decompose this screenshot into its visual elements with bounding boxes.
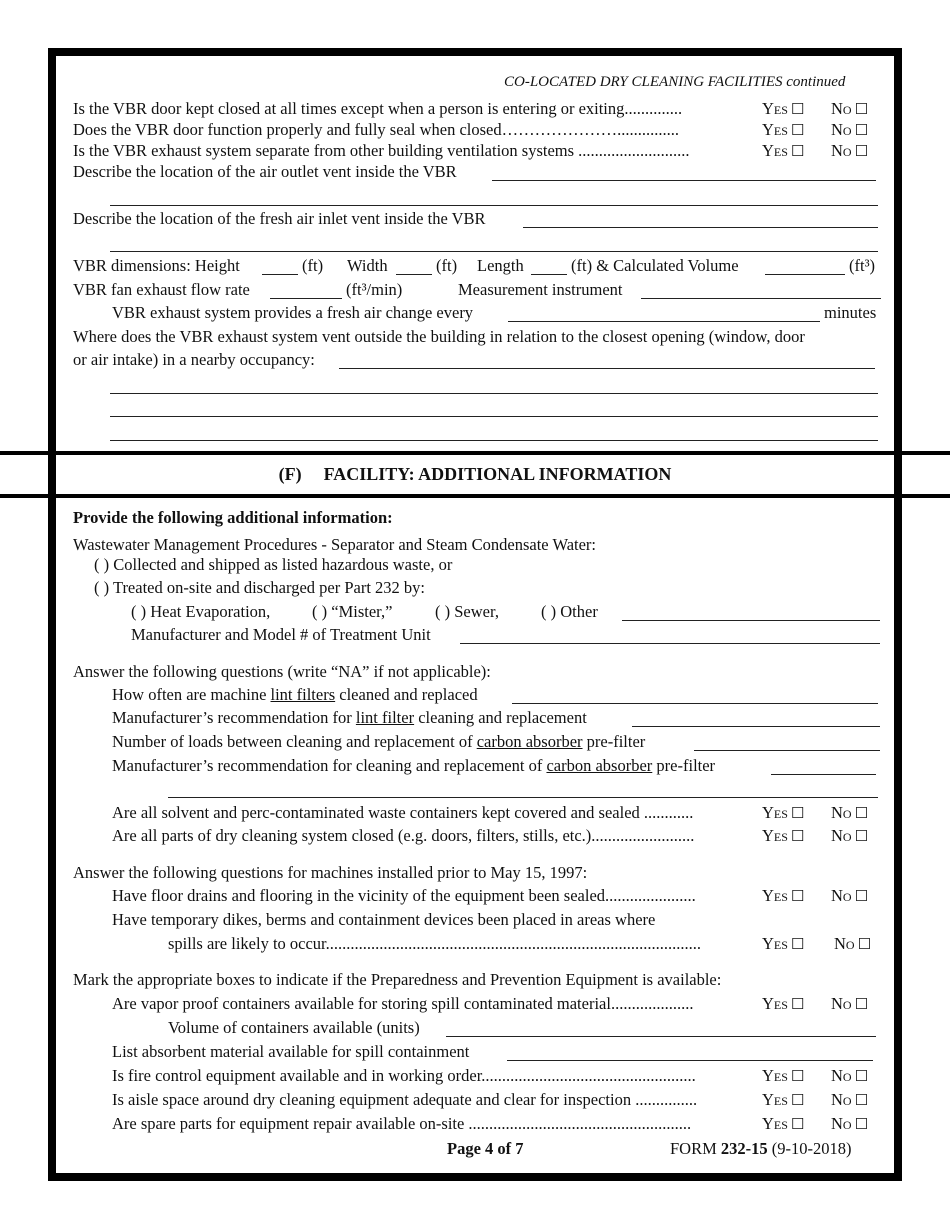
- vent-field[interactable]: [339, 368, 875, 369]
- lint-field[interactable]: [512, 703, 878, 704]
- wastewater-label: Wastewater Management Procedures - Separator and Steam Condensate Water:: [73, 535, 597, 554]
- option-other[interactable]: ( ) Other: [541, 602, 598, 621]
- carbon-recommendation-field[interactable]: [771, 774, 876, 775]
- checkbox-icon: ☐: [790, 995, 805, 1013]
- option-collected[interactable]: ( ) Collected and shipped as listed hazardous waste, or: [94, 555, 453, 574]
- vent-field-4[interactable]: [110, 440, 878, 441]
- option-heat-evaporation[interactable]: ( ) Heat Evaporation,: [131, 602, 271, 621]
- no-checkbox[interactable]: No ☐: [831, 141, 869, 160]
- absorbent-label: List absorbent material available for spill containment: [112, 1042, 470, 1061]
- checkbox-icon: ☐: [857, 935, 872, 953]
- no-checkbox[interactable]: No ☐: [831, 99, 869, 118]
- no-checkbox[interactable]: No ☐: [831, 1090, 869, 1109]
- q-spare-parts: Are spare parts for equipment repair available on-site ......................................................: [112, 1114, 692, 1133]
- q-vapor-containers: Are vapor proof containers available for storing spill contaminated material....................: [112, 994, 694, 1013]
- q-fire-control: Is fire control equipment available and in working order....................................................: [112, 1066, 696, 1085]
- checkbox-icon: ☐: [790, 887, 805, 905]
- checkbox-icon: ☐: [854, 804, 869, 822]
- checkbox-icon: ☐: [790, 827, 805, 845]
- page-number: Page 4 of 7: [447, 1139, 524, 1158]
- volume-containers-field[interactable]: [446, 1036, 876, 1037]
- yes-checkbox[interactable]: Yes ☐: [762, 99, 805, 118]
- no-checkbox[interactable]: No ☐: [834, 934, 872, 953]
- lint-question: How often are machine lint filters cleaned and replaced: [112, 685, 478, 704]
- yes-checkbox[interactable]: Yes ☐: [762, 826, 805, 845]
- fresh-air-label: VBR exhaust system provides a fresh air change every: [112, 303, 474, 322]
- q-dikes: Have temporary dikes, berms and containment devices been placed in areas where: [112, 910, 656, 929]
- q-door-closed: Is the VBR door kept closed at all times except when a person is entering or exiting..............: [73, 99, 683, 118]
- dimensions-label: VBR dimensions: Height: [73, 256, 240, 275]
- checkbox-icon: ☐: [854, 827, 869, 845]
- option-treated[interactable]: ( ) Treated on-site and discharged per Part 232 by:: [94, 578, 425, 597]
- instrument-field[interactable]: [641, 298, 881, 299]
- unit-ft: (ft): [302, 256, 324, 275]
- no-checkbox[interactable]: No ☐: [831, 1114, 869, 1133]
- unit-ft3-min: (ft³/min): [346, 280, 403, 299]
- volume-label: Volume of containers available (units): [168, 1018, 420, 1037]
- yes-checkbox[interactable]: Yes ☐: [762, 1114, 805, 1133]
- vent-question-2: or air intake) in a nearby occupancy:: [73, 350, 315, 369]
- checkbox-icon: ☐: [790, 100, 805, 118]
- checkbox-icon: ☐: [790, 1115, 805, 1133]
- fan-flow-field[interactable]: [270, 298, 342, 299]
- vent-field-2[interactable]: [110, 393, 878, 394]
- unit-ft: (ft): [436, 256, 458, 275]
- minutes-label: minutes: [824, 303, 877, 322]
- additional-heading: Provide the following additional information:: [73, 508, 393, 527]
- no-checkbox[interactable]: No ☐: [831, 803, 869, 822]
- yes-checkbox[interactable]: Yes ☐: [762, 994, 805, 1013]
- q-exhaust-separate: Is the VBR exhaust system separate from other building ventilation systems ...........................: [73, 141, 690, 160]
- instrument-label: Measurement instrument: [458, 280, 623, 299]
- q-door-seal: Does the VBR door function properly and fully seal when closed…………………...............: [73, 120, 679, 139]
- lint-recommendation-question: Manufacturer’s recommendation for lint filter cleaning and replacement: [112, 708, 587, 727]
- option-sewer[interactable]: ( ) Sewer,: [435, 602, 499, 621]
- vent-field-3[interactable]: [110, 416, 878, 417]
- checkbox-icon: ☐: [854, 100, 869, 118]
- q-containers-covered: Are all solvent and perc-contaminated waste containers kept covered and sealed ............: [112, 803, 694, 822]
- yes-checkbox[interactable]: Yes ☐: [762, 1090, 805, 1109]
- fan-flow-label: VBR fan exhaust flow rate: [73, 280, 250, 299]
- form-number: FORM 232-15 (9-10-2018): [670, 1139, 852, 1158]
- width-field[interactable]: [396, 274, 432, 275]
- loads-question: Number of loads between cleaning and replacement of carbon absorber pre-filter: [112, 732, 646, 751]
- fresh-air-field[interactable]: [508, 321, 820, 322]
- checkbox-icon: ☐: [854, 995, 869, 1013]
- outlet-label: Describe the location of the air outlet vent inside the VBR: [73, 162, 457, 181]
- inlet-label: Describe the location of the fresh air inlet vent inside the VBR: [73, 209, 486, 228]
- inlet-field[interactable]: [523, 227, 878, 228]
- yes-checkbox[interactable]: Yes ☐: [762, 1066, 805, 1085]
- outlet-field[interactable]: [492, 180, 876, 181]
- manufacturer-model-field[interactable]: [460, 643, 880, 644]
- checkbox-icon: ☐: [854, 1067, 869, 1085]
- no-checkbox[interactable]: No ☐: [831, 1066, 869, 1085]
- checkbox-icon: ☐: [854, 142, 869, 160]
- checkbox-icon: ☐: [790, 1067, 805, 1085]
- volume-field[interactable]: [765, 274, 845, 275]
- manufacturer-model-label: Manufacturer and Model # of Treatment Unit: [131, 625, 431, 644]
- q-dikes-2: spills are likely to occur...........................................................................................: [168, 934, 702, 953]
- q-system-closed: Are all parts of dry cleaning system closed (e.g. doors, filters, stills, etc.).........................: [112, 826, 695, 845]
- unit-ft3: (ft³): [849, 256, 876, 275]
- divider: [0, 494, 950, 498]
- yes-checkbox[interactable]: Yes ☐: [762, 934, 805, 953]
- carbon-recommendation-question: Manufacturer’s recommendation for cleaning and replacement of carbon absorber pre-filter: [112, 756, 716, 775]
- length-field[interactable]: [531, 274, 567, 275]
- yes-checkbox[interactable]: Yes ☐: [762, 886, 805, 905]
- carbon-recommendation-field-2[interactable]: [168, 797, 878, 798]
- checkbox-icon: ☐: [790, 1091, 805, 1109]
- vent-question: Where does the VBR exhaust system vent outside the building in relation to the closest opening (window, door: [73, 327, 805, 346]
- checkbox-icon: ☐: [854, 887, 869, 905]
- checkbox-icon: ☐: [854, 1115, 869, 1133]
- checkbox-icon: ☐: [790, 804, 805, 822]
- checkbox-icon: ☐: [854, 1091, 869, 1109]
- preparedness-intro: Mark the appropriate boxes to indicate if the Preparedness and Prevention Equipment is available:: [73, 970, 722, 989]
- absorbent-field[interactable]: [507, 1060, 873, 1061]
- q-floor-drains: Have floor drains and flooring in the vicinity of the equipment been sealed......................: [112, 886, 696, 905]
- width-label: Width: [347, 256, 388, 275]
- loads-field[interactable]: [694, 750, 880, 751]
- checkbox-icon: ☐: [790, 935, 805, 953]
- yes-checkbox[interactable]: Yes ☐: [762, 803, 805, 822]
- inlet-field-2[interactable]: [110, 251, 878, 252]
- questions-intro: Answer the following questions (write “NA” if not applicable):: [73, 662, 491, 681]
- no-checkbox[interactable]: No ☐: [831, 886, 869, 905]
- continued-header: CO-LOCATED DRY CLEANING FACILITIES continued: [504, 74, 846, 90]
- no-checkbox[interactable]: No ☐: [831, 994, 869, 1013]
- checkbox-icon: ☐: [854, 121, 869, 139]
- divider: [0, 451, 950, 455]
- yes-checkbox[interactable]: Yes ☐: [762, 141, 805, 160]
- section-f-title: (F) FACILITY: ADDITIONAL INFORMATION: [278, 464, 672, 484]
- prior-1997-intro: Answer the following questions for machines installed prior to May 15, 1997:: [73, 863, 588, 882]
- no-checkbox[interactable]: No ☐: [831, 120, 869, 139]
- yes-checkbox[interactable]: Yes ☐: [762, 120, 805, 139]
- lint-recommendation-field[interactable]: [632, 726, 880, 727]
- length-label: Length: [477, 256, 524, 275]
- outlet-field-2[interactable]: [110, 205, 878, 206]
- other-field[interactable]: [622, 620, 880, 621]
- height-field[interactable]: [262, 274, 298, 275]
- option-mister[interactable]: ( ) “Mister,”: [312, 602, 393, 621]
- checkbox-icon: ☐: [790, 121, 805, 139]
- q-aisle-space: Is aisle space around dry cleaning equipment adequate and clear for inspection ...............: [112, 1090, 698, 1109]
- no-checkbox[interactable]: No ☐: [831, 826, 869, 845]
- checkbox-icon: ☐: [790, 142, 805, 160]
- calc-volume-label: (ft) & Calculated Volume: [571, 256, 739, 275]
